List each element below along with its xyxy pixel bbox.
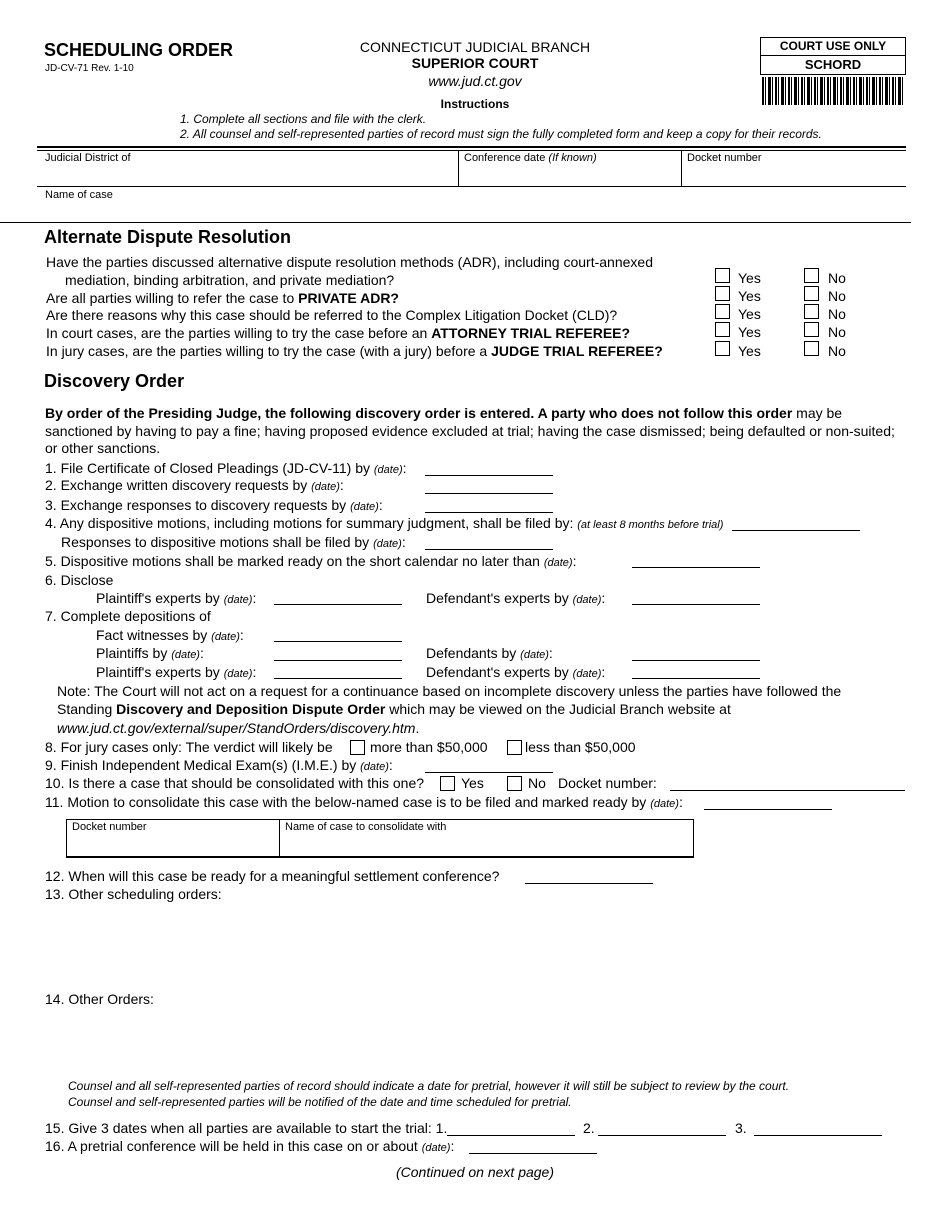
item-6-defendant-experts: Defendant's experts by (date): xyxy=(426,590,606,606)
trial-date-3-label: 3. xyxy=(735,1120,747,1136)
item-9-date-field[interactable] xyxy=(425,772,553,773)
case-name-field[interactable] xyxy=(40,187,906,222)
item-7-defendants: Defendants by (date): xyxy=(426,645,553,661)
yes-label: Yes xyxy=(738,343,761,359)
verdict-less-checkbox[interactable] xyxy=(507,740,522,755)
adr-question-1: Have the parties discussed alternative dispute resolution methods (ADR), including court-annexed xyxy=(46,254,653,270)
court-name: SUPERIOR COURT xyxy=(411,55,539,71)
adr-q3-no-checkbox[interactable] xyxy=(804,304,819,319)
adr-q1-yes-checkbox[interactable] xyxy=(715,268,730,283)
no-label: No xyxy=(828,288,846,304)
item-12-field[interactable] xyxy=(525,883,653,884)
item-7-fact-date-field[interactable] xyxy=(274,641,402,642)
item-16-text: 16. A pretrial conference will be held in this case on or about (date): xyxy=(45,1138,455,1154)
barcode xyxy=(762,77,904,105)
item-7-fact-witnesses: Fact witnesses by (date): xyxy=(96,627,244,643)
form-number: JD-CV-71 Rev. 1-10 xyxy=(45,63,134,74)
instruction-item: 2. All counsel and self-represented parties of record must sign the fully completed form and keep a copy for their records. xyxy=(180,127,822,141)
item-12-text: 12. When will this case be ready for a meaningful settlement conference? xyxy=(45,868,500,884)
case-name-label: Name of case xyxy=(45,189,113,201)
no-label: No xyxy=(828,324,846,340)
item-10-text: 10. Is there a case that should be consolidated with this one? xyxy=(45,775,425,791)
item-11-text: 11. Motion to consolidate this case with the below-named case is to be filed and marked ready by (date): xyxy=(45,794,683,810)
yes-label: Yes xyxy=(738,324,761,340)
discovery-intro-cont: or other sanctions. xyxy=(45,440,161,456)
yes-label: Yes xyxy=(738,306,761,322)
item-6-plaintiff-experts: Plaintiff's experts by (date): xyxy=(96,590,257,606)
conference-date-field[interactable] xyxy=(461,150,679,186)
docket-number-label: Docket number xyxy=(687,152,762,164)
item-4b-date-field[interactable] xyxy=(425,549,553,550)
item-5-date-field[interactable] xyxy=(632,567,760,568)
adr-question-4: In court cases, are the parties willing to try the case before an ATTORNEY TRIAL REFEREE? xyxy=(46,325,631,341)
adr-question-1-cont: mediation, binding arbitration, and private mediation? xyxy=(65,272,395,288)
adr-q4-no-checkbox[interactable] xyxy=(804,322,819,337)
item-5-text: 5. Dispositive motions shall be marked ready on the short calendar no later than (date): xyxy=(45,553,577,569)
adr-question-2: Are all parties willing to refer the case to PRIVATE ADR? xyxy=(46,290,399,306)
yes-label: Yes xyxy=(738,288,761,304)
item-4-date-field[interactable] xyxy=(732,530,860,531)
branch-name: CONNECTICUT JUDICIAL BRANCH xyxy=(359,39,591,55)
no-label: No xyxy=(828,343,846,359)
adr-q5-no-checkbox[interactable] xyxy=(804,341,819,356)
adr-q5-yes-checkbox[interactable] xyxy=(715,341,730,356)
item-2-text: 2. Exchange written discovery requests by (date): xyxy=(45,477,344,493)
item-7-text: 7. Complete depositions of xyxy=(45,608,211,624)
conference-date-label: Conference date (If known) xyxy=(464,152,597,164)
item-6-plaintiff-date-field[interactable] xyxy=(274,604,402,605)
item-7-plaintiff-experts: Plaintiff's experts by (date): xyxy=(96,664,257,680)
discovery-note-cont: Standing Discovery and Deposition Dispute Order which may be viewed on the Judicial Branch website at xyxy=(57,701,731,717)
discovery-section-title: Discovery Order xyxy=(44,371,185,391)
no-label: No xyxy=(528,775,546,791)
item-2-date-field[interactable] xyxy=(425,493,553,494)
pretrial-date-field[interactable] xyxy=(469,1153,597,1154)
website: www.jud.ct.gov xyxy=(428,73,522,89)
trial-date-2-label: 2. xyxy=(583,1120,595,1136)
table-docket-label: Docket number xyxy=(72,821,147,833)
item-1-text: 1. File Certificate of Closed Pleadings (JD-CV-11) by (date): xyxy=(45,460,407,476)
adr-q2-no-checkbox[interactable] xyxy=(804,286,819,301)
instructions-heading: Instructions xyxy=(440,97,510,111)
court-use-label: COURT USE ONLY xyxy=(761,38,905,56)
judicial-district-field[interactable] xyxy=(40,150,455,186)
item-4-text: 4. Any dispositive motions, including motions for summary judgment, shall be filed by: (at least 8 months before trial) xyxy=(45,515,724,531)
continued-note: (Continued on next page) xyxy=(396,1164,554,1180)
trial-date-2-field[interactable] xyxy=(598,1135,726,1136)
item-7-defendants-date-field[interactable] xyxy=(632,660,760,661)
verdict-more-label: more than $50,000 xyxy=(370,739,488,755)
item-3-text: 3. Exchange responses to discovery requests by (date): xyxy=(45,497,383,513)
docket-number-field[interactable] xyxy=(684,150,904,186)
no-label: No xyxy=(828,270,846,286)
adr-section-title: Alternate Dispute Resolution xyxy=(44,227,292,247)
pretrial-note: Counsel and all self-represented parties of record should indicate a date for pretrial, however it will still be subject to review by the court. xyxy=(68,1079,790,1093)
form-code: SCHORD xyxy=(804,57,862,72)
item-9-text: 9. Finish Independent Medical Exam(s) (I.M.E.) by (date): xyxy=(45,757,393,773)
discovery-intro-cont: sanctioned by having to pay a fine; having proposed evidence excluded at trial; having the case dismissed; being defaulted or non-suited; xyxy=(45,423,895,439)
table-case-name-label: Name of case to consolidate with xyxy=(285,821,447,833)
adr-q4-yes-checkbox[interactable] xyxy=(715,322,730,337)
consolidate-docket-field[interactable] xyxy=(670,790,905,791)
yes-label: Yes xyxy=(461,775,484,791)
item-11-date-field[interactable] xyxy=(704,809,832,810)
consolidate-docket-label: Docket number: xyxy=(558,775,657,791)
discovery-note-url[interactable]: www.jud.ct.gov/external/super/StandOrders/discovery.htm. xyxy=(57,720,420,736)
item-7-plaintiffs: Plaintiffs by (date): xyxy=(96,645,204,661)
item-6-text: 6. Disclose xyxy=(45,572,114,588)
consolidate-no-checkbox[interactable] xyxy=(507,776,522,791)
verdict-more-checkbox[interactable] xyxy=(350,740,365,755)
verdict-less-label: less than $50,000 xyxy=(525,739,636,755)
instruction-item: 1. Complete all sections and file with the clerk. xyxy=(180,112,427,126)
discovery-intro: By order of the Presiding Judge, the following discovery order is entered. A party who does not follow this order may be xyxy=(45,405,843,421)
item-3-date-field[interactable] xyxy=(425,512,553,513)
adr-q3-yes-checkbox[interactable] xyxy=(715,304,730,319)
item-8-text: 8. For jury cases only: The verdict will likely be xyxy=(45,739,333,755)
item-7-plaintiff-experts-date-field[interactable] xyxy=(274,678,402,679)
court-use-box xyxy=(760,37,906,75)
adr-q1-no-checkbox[interactable] xyxy=(804,268,819,283)
table-case-name-field[interactable] xyxy=(281,820,692,856)
item-6-defendant-date-field[interactable] xyxy=(632,604,760,605)
adr-question-3: Are there reasons why this case should be referred to the Complex Litigation Docket (CLD)? xyxy=(46,307,618,323)
trial-date-3-field[interactable] xyxy=(754,1135,882,1136)
item-1-date-field[interactable] xyxy=(425,475,553,476)
item-7-plaintiffs-date-field[interactable] xyxy=(274,660,402,661)
adr-question-5: In jury cases, are the parties willing to try the case (with a jury) before a JUDGE TRIAL REFEREE? xyxy=(46,343,663,359)
discovery-note: Note: The Court will not act on a request for a continuance based on incomplete discovery unless the parties have followed the xyxy=(57,683,842,699)
table-docket-field[interactable] xyxy=(68,820,278,856)
other-scheduling-orders-field[interactable] xyxy=(45,903,905,988)
judicial-district-label: Judicial District of xyxy=(45,152,131,164)
yes-label: Yes xyxy=(738,270,761,286)
item-15-text: 15. Give 3 dates when all parties are available to start the trial: 1. xyxy=(45,1120,448,1136)
adr-q2-yes-checkbox[interactable] xyxy=(715,286,730,301)
no-label: No xyxy=(828,306,846,322)
item-7-defendant-experts: Defendant's experts by (date): xyxy=(426,664,606,680)
item-7-defendant-experts-date-field[interactable] xyxy=(632,678,760,679)
item-13-text: 13. Other scheduling orders: xyxy=(45,886,222,902)
consolidate-yes-checkbox[interactable] xyxy=(440,776,455,791)
other-orders-field[interactable] xyxy=(45,1008,905,1076)
item-4b-text: Responses to dispositive motions shall be filed by (date): xyxy=(61,534,406,550)
trial-date-1-field[interactable] xyxy=(447,1135,575,1136)
item-14-text: 14. Other Orders: xyxy=(45,991,154,1007)
form-title: SCHEDULING ORDER xyxy=(44,40,234,60)
pretrial-note-cont: Counsel and self-represented parties will be notified of the date and time scheduled for pretrial. xyxy=(68,1095,572,1109)
